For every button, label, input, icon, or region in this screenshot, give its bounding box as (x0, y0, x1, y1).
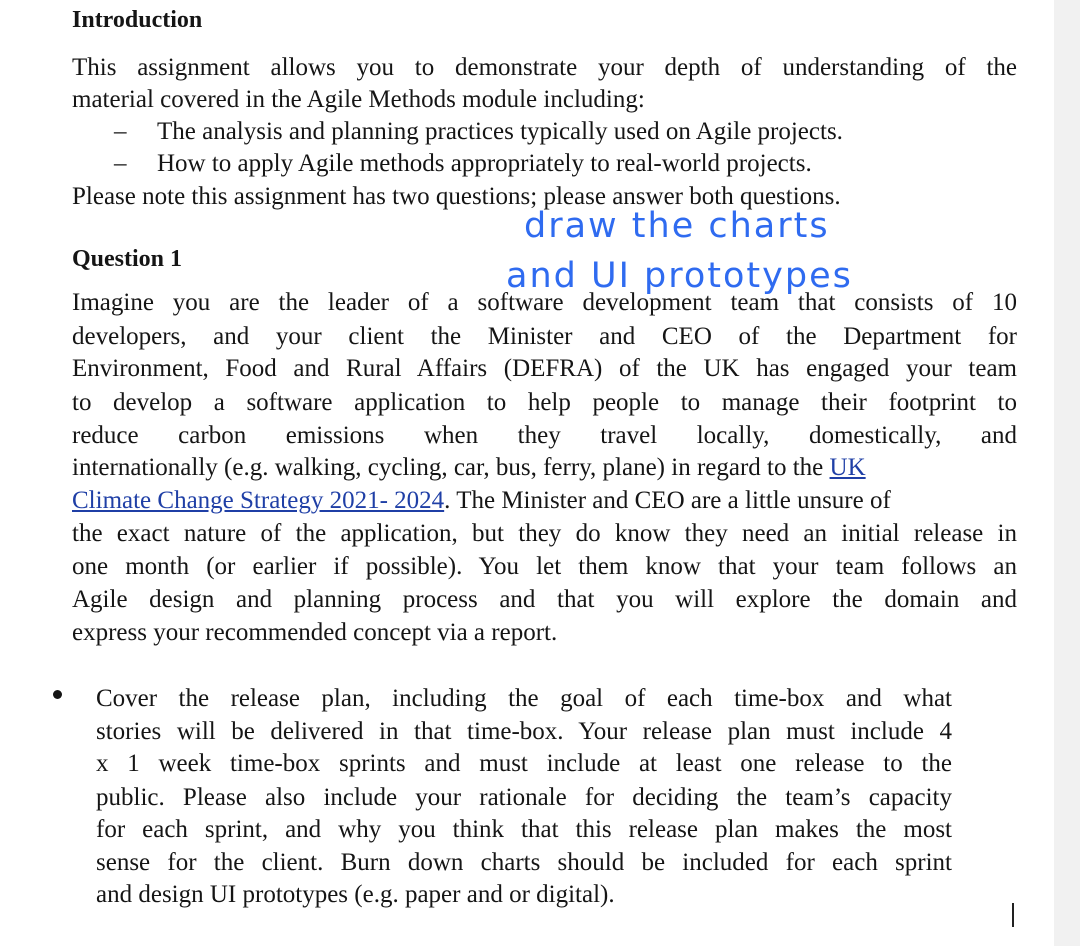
page-edge (1054, 0, 1080, 946)
uk-climate-link-part2[interactable]: Climate Change Strategy 2021- 2024 (72, 487, 445, 514)
bullet-line-2: stories will be delivered in that time-box. Your release plan must include 4 (96, 718, 952, 745)
bullet-line-7: and design UI prototypes (e.g. paper and or digital). (96, 881, 615, 908)
intro-line-2: material covered in the Agile Methods module including: (72, 86, 645, 113)
list-dash: – (114, 118, 127, 145)
bullet-line-6: sense for the client. Burn down charts should be included for each sprint (96, 849, 952, 876)
introduction-heading: Introduction (72, 7, 203, 33)
annotation-line-2: and UI prototypes (506, 256, 853, 296)
intro-list-item-2: How to apply Agile methods appropriately to real-world projects. (157, 150, 812, 177)
q1-line-9: one month (or earlier if possible). You let them know that your team follows an (72, 553, 1017, 580)
bullet-line-4: public. Please also include your rationale for deciding the team’s capacity (96, 784, 952, 811)
uk-climate-link-part1[interactable]: UK (829, 454, 866, 481)
q1-line-8: the exact nature of the application, but they do know they need an initial release in (72, 520, 1017, 547)
question1-heading: Question 1 (72, 246, 183, 272)
q1-line-4: to develop a software application to help people to manage their footprint to (72, 389, 1017, 416)
intro-note: Please note this assignment has two questions; please answer both questions. (72, 183, 841, 210)
q1-line-7 (72, 485, 1017, 517)
annotation-line-1: draw the charts (524, 206, 830, 246)
text-cursor (1012, 903, 1014, 927)
q1-line-7-text: . The Minister and CEO are a little unsure of (444, 487, 891, 514)
q1-line-5: reduce carbon emissions when they travel locally, domestically, and (72, 422, 1017, 449)
intro-line-1: This assignment allows you to demonstrate your depth of understanding of the (72, 54, 1017, 81)
q1-line-2: developers, and your client the Minister and CEO of the Department for (72, 323, 1017, 350)
q1-line-6 (72, 452, 1017, 484)
q1-line-11: express your recommended concept via a report. (72, 619, 558, 646)
q1-line-3: Environment, Food and Rural Affairs (DEFRA) of the UK has engaged your team (72, 355, 1017, 382)
list-dash: – (114, 150, 127, 177)
q1-line-6-text: internationally (e.g. walking, cycling, car, bus, ferry, plane) in regard to the (72, 454, 824, 481)
bullet-line-3: x 1 week time-box sprints and must include at least one release to the (96, 750, 952, 777)
intro-list-item-1: The analysis and planning practices typically used on Agile projects. (157, 118, 843, 145)
bullet-dot (53, 690, 62, 699)
bullet-line-1: Cover the release plan, including the goal of each time-box and what (96, 685, 952, 712)
q1-line-1: Imagine you are the leader of a software development team that consists of 10 (72, 289, 1017, 316)
q1-line-10: Agile design and planning process and that you will explore the domain and (72, 586, 1017, 613)
bullet-line-5: for each sprint, and why you think that this release plan makes the most (96, 816, 952, 843)
